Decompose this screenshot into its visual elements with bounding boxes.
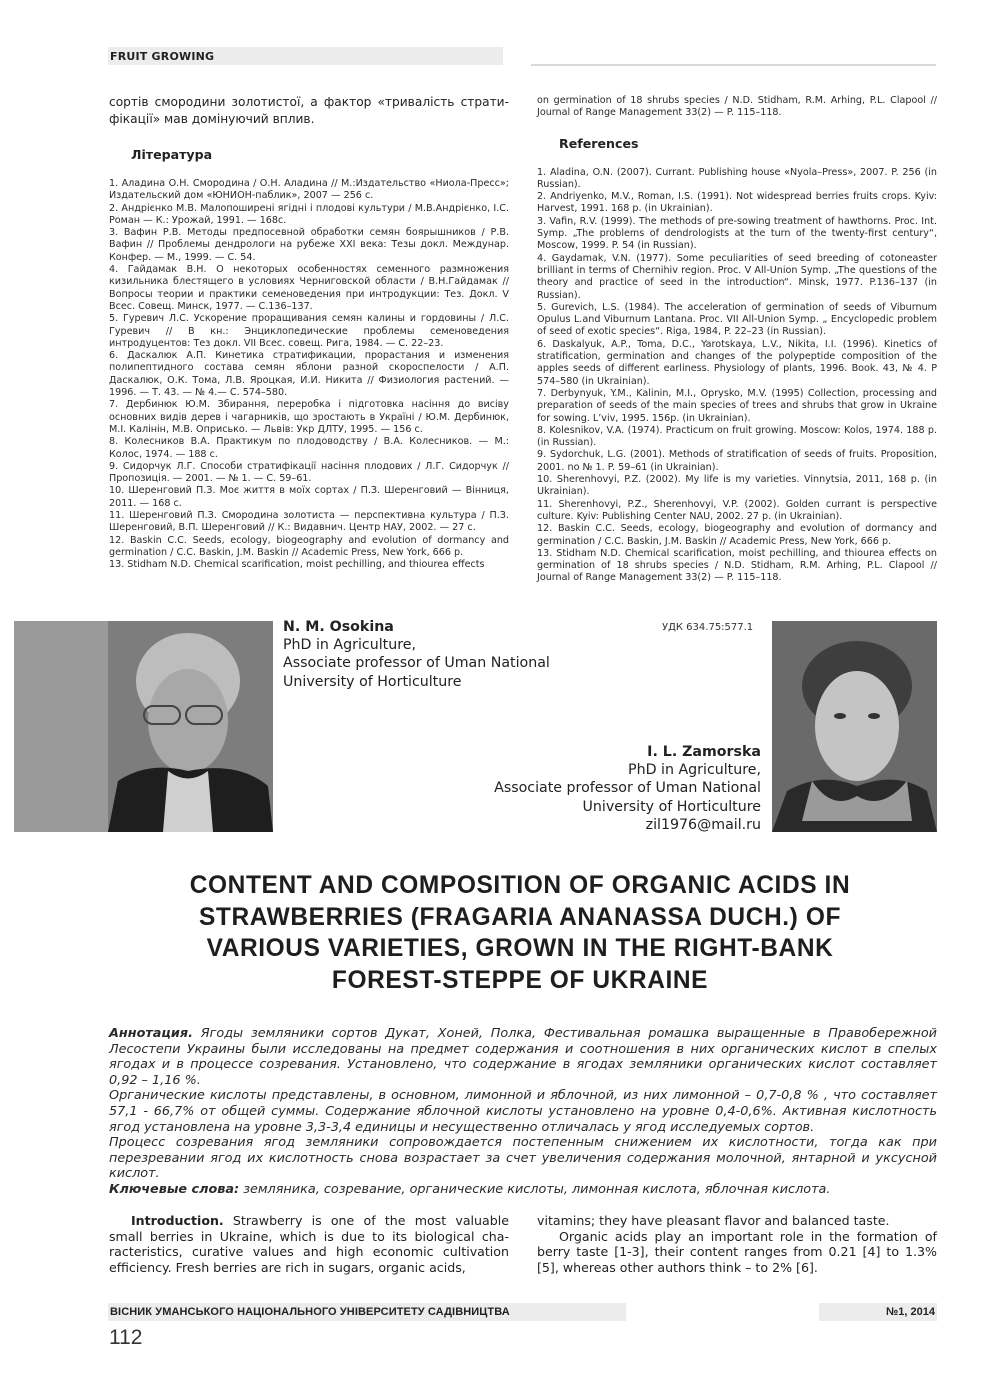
author-degree: PhD in Agriculture, <box>628 762 761 779</box>
issue-number: №1, 2014 <box>886 1306 935 1318</box>
reference-item: 9. Sydorchuk, L.G. (2001). Methods of stratification of seeds of fruits. Proposition, 2001. no № 1. P. 59–61 (in Ukrainian). <box>537 449 937 473</box>
reference-item: 4. Гайдамак В.Н. О некоторых особенностях семенного размножения кизильника блестящего в условиях Черниговской области / В.Н.Гайдамак // Вопросы теории и практики семеноведения при интродукции: Тез. Докл. V Всес. Совещ. Минск, 1977. — С.136–137. <box>109 264 509 312</box>
article-title <box>108 870 931 996</box>
reference-item: 13. Stidham N.D. Chemical scarification, moist pechilling, and thiourea effects <box>109 559 485 571</box>
author-photo-osokina <box>108 621 273 832</box>
title-line: STRAWBERRIES (FRAGARIA ANANASSA DUCH.) OF <box>198 902 842 931</box>
reference-item: 1. Аладина О.Н. Смородина / О.Н. Аладина // М.:Издательство «Ниола-Пресс»; Издательский дом «ЮНИОН-паблик», 2007 — 256 с. <box>109 178 509 202</box>
reference-item: 3. Вафин Р.В. Методы предпосевной обработки семян боярышников / Р.В. Вафин // Проблемы дендрологи на рубеже XXI века: Тезы докл. Междунар. Конфер. — М., 1999. — С. 54. <box>109 227 509 263</box>
section-header <box>108 47 503 65</box>
abstract-text-1: Ягоды земляники сортов Дукат, Хоней, Полка, Фестивальная ромашка выращенные в Правобережной Лесостепи Украины были исследованы на предмет содержания и соотношения в них органических кислот в спелых ягодах и в процессе созревания. Установлено, что содержание в ягодах земляники органических кислот составляет 0,92 – 1,16 %. <box>109 1026 937 1088</box>
udk-code: УДК 634.75:577.1 <box>662 622 754 633</box>
author-email[interactable]: zil1976@mail.ru <box>645 816 761 833</box>
reference-item: 6. Daskalyuk, A.P., Toma, D.C., Yarotskaya, L.V., Nikita, I.I. (1996). Kinetics of stratification, germination and changes of the polypeptide composition of the apples seeds of different earliness. Physiology of plants, 1996. Book. 43, № 4. P 574–580 (in Ukrainian). <box>537 338 937 387</box>
reference-item: 12. Baskin C.C. Seeds, ecology, biogeography and evolution of dormancy and germination / C.C. Baskin, J.M. Baskin // Academic Press, New York, 666 p. <box>537 523 937 547</box>
introduction-left <box>109 1213 509 1275</box>
title-line: FOREST-STEPPE OF UKRAINE <box>331 965 709 994</box>
author-name: I. L. Zamorska <box>647 744 761 760</box>
reference-item: 2. Андрієнко М.В. Малопоширені ягідні і плодові культури / М.В.Андрієнко, І.С. Роман — К.: Урожай, 1991. — 168с. <box>109 202 509 226</box>
journal-name: ВІСНИК УМАНСЬКОГО НАЦІОНАЛЬНОГО УНІВЕРСИТЕТУ САДІВНИЦТВА <box>110 1306 510 1318</box>
author-degree: PhD in Agriculture, <box>283 637 416 654</box>
footer-journal-bar <box>108 1303 626 1321</box>
author-institution: University of Horticulture <box>582 798 761 815</box>
keywords-label: Ключевые слова: <box>109 1181 240 1197</box>
continued-text: сортів смородини золотистої, а фактор «тривалість страти-фікації» мав домінуючий вплив. <box>109 95 509 126</box>
reference-item: 11. Шеренговий П.З. Смородина золотиста — перспективна культура / П.З. Шеренговий, В.П. Шеренговий // К.: Видавнич. Центр НАУ, 2002. — 27 с. <box>109 510 509 534</box>
header-rule <box>531 64 936 66</box>
reference-item: 12. Baskin C.C. Seeds, ecology, biogeography and evolution of dormancy and germination / C.C. Baskin, J.M. Baskin // Academic Press, New York, 666 p. <box>109 534 509 558</box>
reference-item: 4. Gaydamak, V.N. (1977). Some peculiarities of seed breeding of cotoneaster brilliant in terms of Chernihiv region. Proc. V All-Union Symp. „The questions of the theory and practice of seed in the introduction“. Minsk, 1977. P.136–137 (in Russian). <box>537 252 937 301</box>
footer-issue-bar <box>819 1303 937 1321</box>
reference-item: 6. Даскалюк А.П. Кинетика стратификации, прорастания и изменения полипептидного состава семян яблони разной скороспелости / А.П. Даскалюк, О.К. Тома, Л.В. Яроцкая, И.И. Никита // Физиология растений. — 1996. — Т. 43. — № 4.— С. 574–580. <box>109 350 509 399</box>
reference-item: 10. Шеренговий П.З. Моє життя в моїх сортах / П.З. Шеренговий — Вінниця, 2011. — 168 с. <box>109 485 509 509</box>
reference-item: 5. Gurevich, L.S. (1984). The acceleration of germination of seeds of Viburnum Opulus L.and Viburnum Lantana. Proc. VII All-Union Symp. „ Encyclopedic problem of seed of exotic species“. Riga, 1984, P. 22–23 (in Russian). <box>537 301 937 338</box>
reference-item: 8. Kolesnikov, V.A. (1974). Practicum on fruit growing. Moscow: Kolos, 1974. 188 p. (in Russian). <box>537 424 937 449</box>
references-heading-ua: Література <box>131 147 213 162</box>
portrait-photo-icon <box>108 621 273 832</box>
abstract <box>109 1026 937 1198</box>
continued-reference: on germination of 18 shrubs species / N.D. Stidham, R.M. Arhing, P.L. Clapool // Journal of Range Management 33(2) — P. 115–118. <box>537 95 937 119</box>
title-line: CONTENT AND COMPOSITION OF ORGANIC ACIDS IN <box>189 871 851 899</box>
reference-item: 13. Stidham N.D. Chemical scarification, moist pechilling, and thiourea effects on germination of 18 shrubs species / N.D. Stidham, R.M. Arhing, P.L. Clapool // Journal of Range Management 33(2) — P. 115–118. <box>537 547 937 584</box>
reference-item: 1. Aladina, O.N. (2007). Currant. Publishing house «Nyola–Press», 2007. P. 256 (in Russian). <box>537 166 937 190</box>
author-institution: University of Horticulture <box>283 673 462 690</box>
author-name: N. M. Osokina <box>283 619 394 635</box>
reference-item: 8. Колесников В.А. Практикум по плодоводству / В.А. Колесников. — М.: Колос, 1974. — 188 с. <box>109 436 509 460</box>
author-position: Associate professor of Uman National <box>283 655 550 672</box>
reference-item: 9. Сидорчук Л.Г. Способи стратифікації насіння плодових / Л.Г. Сидорчук // Пропозиція. — 2001. — № 1. — С. 59–61. <box>109 460 509 485</box>
author-photo-zamorska <box>772 621 937 832</box>
abstract-label: Аннотация. <box>109 1026 193 1041</box>
intro-text-2: Organic acids play an important role in the formation of berry taste [1-3], their content ranges from 0.21 [4] to 1.3% [5], whereas other authors think – to 2% [6]. <box>537 1228 937 1275</box>
reference-item: 7. Дербинюк Ю.М. Збирання, переробка і підготовка насіння до висіву основних видів дерев і чагарників, що зростають в Україні / Ю.М. Дербинюк, М.І. Калінін, М.В. Оприсько. — Львів: Укр ДЛТУ, 1995. — 156 с. <box>109 399 509 435</box>
portrait-photo-icon <box>772 621 937 832</box>
abstract-text-2: Органические кислоты представлены, в основном, лимонной и яблочной, из них лимонной – 0,7-0,8 % , что составляет 57,1 - 66,7% от общей суммы. Содержание яблочной кислоты установлено на уровне 0,4-0,6%. Активная кислотность ягод установлена на уровне 3,3-3,4 единицы и несущественно отличалась у ягод исследуемых сортов. <box>109 1088 937 1135</box>
keywords-text: земляника, созревание, органические кислоты, лимонная кислота, яблочная кислота. <box>239 1181 831 1197</box>
left-column <box>109 94 509 572</box>
references-heading-en: References <box>559 135 639 151</box>
reference-item: 10. Sherenhovyi, P.Z. (2002). My life is my varieties. Vinnytsia, 2011, 168 p. (in Ukrainian). <box>537 474 937 498</box>
section-title: FRUIT GROWING <box>110 50 215 63</box>
author-position: Associate professor of Uman National <box>494 780 761 797</box>
page-number: 112 <box>109 1326 143 1349</box>
photo-backdrop <box>14 621 108 832</box>
abstract-text-3: Процесс созревания ягод земляники сопровождается постепенным снижением их кислотности, тогда как при перезревании ягод их кислотность снова возрастает за счет увеличения содержания молочной, янтарной и уксусной кислот. <box>109 1135 937 1182</box>
reference-item: 11. Sherenhovyi, P.Z., Sherenhovyi, V.P. (2002). Golden currant is perspective culture. Kyiv: Publishing Center NAU, 2002. 27 p. (in Ukrainian). <box>537 498 937 522</box>
reference-item: 5. Гуревич Л.С. Ускорение проращивания семян калины и гордовины / Л.С. Гуревич // В кн.: Энциклопедические проблемы семеноведения интродуцентов: Тез докл. VII Всес. совещ. Рига, 1984. — С. 22–23. <box>109 313 509 349</box>
intro-text: Strawberry is one of the most valuable small berries in Ukraine, which is due to its biological cha-racteristics, curative values and high economic cultivation efficiency. Fresh berries are rich in sugars, organic acids, <box>109 1213 509 1275</box>
right-column <box>537 95 937 585</box>
title-line: VARIOUS VARIETIES, GROWN IN THE RIGHT-BANK <box>206 934 834 962</box>
references-list-ua <box>109 178 509 572</box>
intro-label: Introduction. <box>131 1213 224 1228</box>
references-list-en <box>537 167 937 585</box>
reference-item: 7. Derbynyuk, Y.M., Kalinin, M.I., Oprysko, M.V. (1995) Collection, processing and preparation of seeds of the main species of trees and shrubs that grow in Ukraine for sowing. L’viv, 1995. 156p. (in Ukrainian). <box>537 387 937 424</box>
reference-item: 2. Andriyenko, M.V., Roman, I.S. (1991). Not widespread berries fruits crops. Kyiv: Harvest, 1991. 168 p. (in Ukrainian). <box>537 191 937 215</box>
reference-item: 3. Vafin, R.V. (1999). The methods of pre-sowing treatment of hawthorns. Proc. Int. Symp. „The problems of dendrologists at the turn of the twenty-first century“, Moscow, 1999. P. 54 (in Russian). <box>537 215 937 252</box>
author-info-osokina <box>283 618 550 691</box>
author-info-zamorska <box>494 743 761 834</box>
introduction-right <box>537 1213 937 1275</box>
intro-text-cont: vitamins; they have pleasant flavor and balanced taste. <box>537 1213 890 1228</box>
